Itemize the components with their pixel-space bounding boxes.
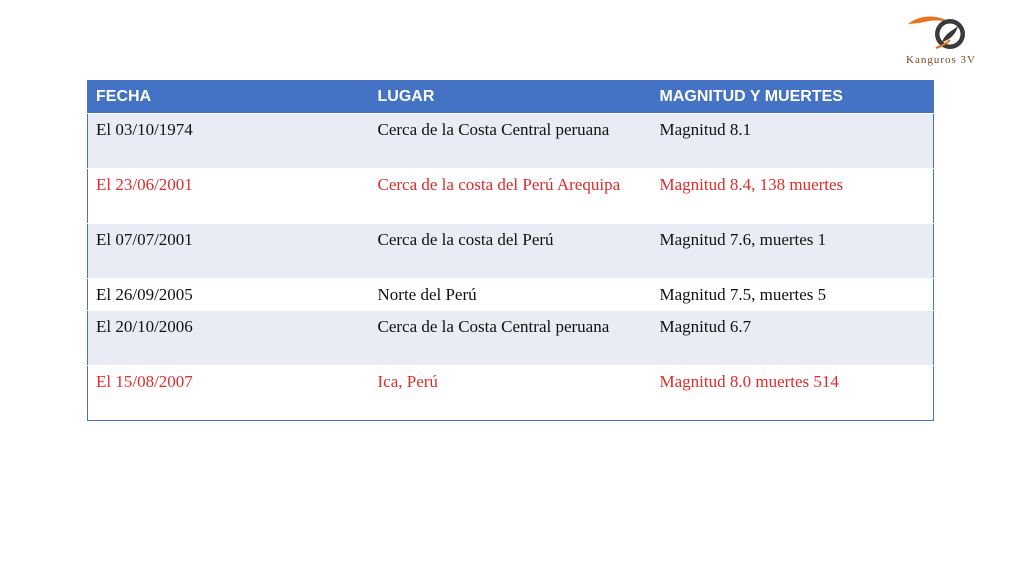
cell-lugar: Cerca de la Costa Central peruana <box>370 311 652 366</box>
table-row <box>88 366 934 421</box>
header-lugar: LUGAR <box>370 81 652 114</box>
table-row <box>88 311 934 366</box>
cell-lugar: Cerca de la Costa Central peruana <box>370 114 652 169</box>
cell-fecha: El 15/08/2007 <box>88 366 370 421</box>
cell-magnitud: Magnitud 6.7 <box>652 311 934 366</box>
kangaroo-swirl-icon <box>906 10 970 54</box>
cell-fecha: El 07/07/2001 <box>88 224 370 279</box>
cell-lugar: Cerca de la costa del Perú Arequipa <box>370 169 652 224</box>
table-row <box>88 279 934 311</box>
cell-magnitud: Magnitud 8.4, 138 muertes <box>652 169 934 224</box>
cell-magnitud: Magnitud 7.5, muertes 5 <box>652 279 934 311</box>
cell-magnitud: Magnitud 8.0 muertes 514 <box>652 366 934 421</box>
cell-magnitud: Magnitud 8.1 <box>652 114 934 169</box>
cell-fecha: El 20/10/2006 <box>88 311 370 366</box>
table-header-row <box>88 81 934 114</box>
cell-lugar: Cerca de la costa del Perú <box>370 224 652 279</box>
logo-text: Kanguros 3V <box>906 54 976 66</box>
table-row <box>88 169 934 224</box>
header-magnitud: MAGNITUD Y MUERTES <box>652 81 934 114</box>
cell-fecha: El 26/09/2005 <box>88 279 370 311</box>
table-row <box>88 114 934 169</box>
cell-fecha: El 03/10/1974 <box>88 114 370 169</box>
cell-fecha: El 23/06/2001 <box>88 169 370 224</box>
earthquake-table <box>87 80 934 421</box>
cell-lugar: Ica, Perú <box>370 366 652 421</box>
cell-magnitud: Magnitud 7.6, muertes 1 <box>652 224 934 279</box>
header-fecha: FECHA <box>88 81 370 114</box>
table-row <box>88 224 934 279</box>
cell-lugar: Norte del Perú <box>370 279 652 311</box>
company-logo <box>898 10 998 70</box>
